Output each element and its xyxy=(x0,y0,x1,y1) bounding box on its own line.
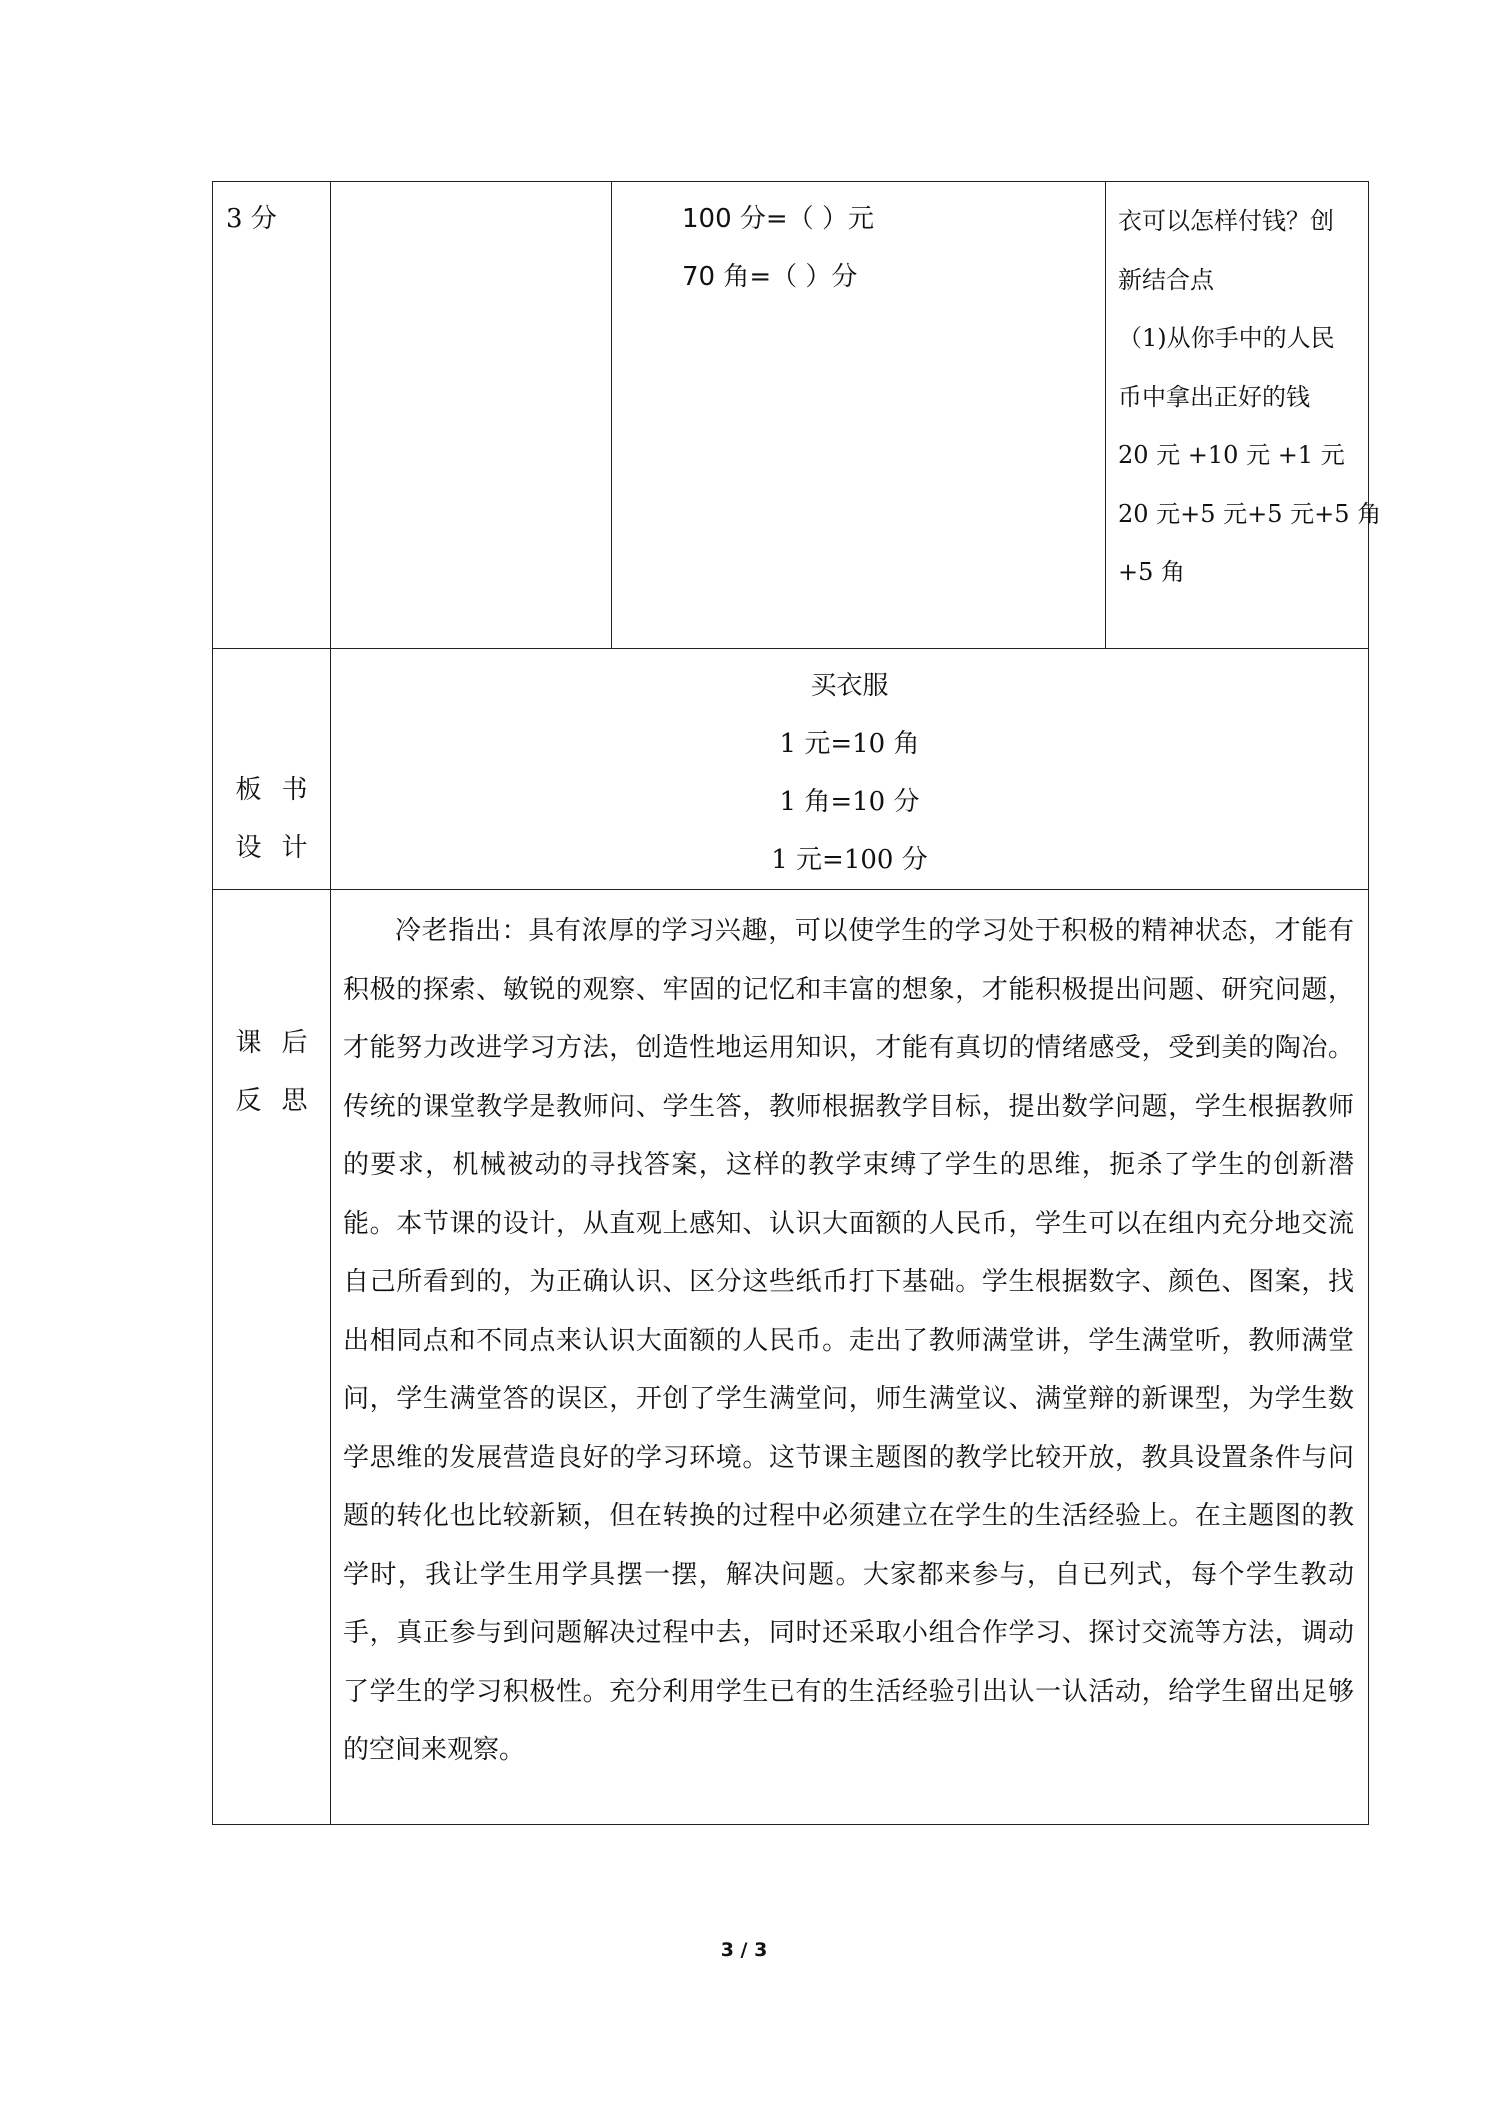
activity-row xyxy=(213,182,1369,649)
board-line: 1 元=10 角 xyxy=(779,729,920,759)
notes-line: （1)从你手中的人民 xyxy=(1118,324,1335,352)
notes-line: +5 角 xyxy=(1118,558,1186,586)
time-cell: 3 分 xyxy=(213,182,331,649)
board-line: 1 角=10 分 xyxy=(779,787,920,817)
notes-line: 新结合点 xyxy=(1118,265,1214,294)
notes-line: 20 元 +10 元 +1 元 xyxy=(1118,441,1345,469)
page-number: 3 / 3 xyxy=(720,1939,768,1961)
conversion-cell xyxy=(612,182,1106,649)
notes-line: 币中拿出正好的钱 xyxy=(1118,382,1310,411)
empty-cell xyxy=(331,182,612,649)
notes-line: 衣可以怎样付钱？创 xyxy=(1118,207,1334,235)
board-line: 1 元=100 分 xyxy=(771,845,928,875)
reflection-text: 冷老指出：具有浓厚的学习兴趣，可以使学生的学习处于积极的精神状态，才能有积极的探索、敏锐的观察、牢固的记忆和丰富的想象，才能积极提出问题、研究问题，才能努力改进学习方法，创造性地运用知识，才能有真切的情绪感受，受到美的陶冶。传统的课堂教学是教师问、学生答，教师根据教学目标，提出数学问题，学生根据教师的要求，机械被动的寻找答案，这样的教学束缚了学生的思维，扼杀了学生的创新潜能。本节课的设计，从直观上感知、认识大面额的人民币，学生可以在组内充分地交流自己所看到的，为正确认识、区分这些纸币打下基础。学生根据数字、颜色、图案，找出相同点和不同点来认识大面额的人民币。走出了教师满堂讲，学生满堂听，教师满堂问，学生满堂答的误区，开创了学生满堂问，师生满堂议、满堂辩的新课型，为学生数学思维的发展营造良好的学习环境。这节课主题图的教学比较开放，教具设置条件与问题的转化也比较新颖，但在转换的过程中必须建立在学生的生活经验上。在主题图的教学时，我让学生用学具摆一摆，解决问题。大家都来参与，自已列式，每个学生教动手，真正参与到问题解决过程中去，同时还采取小组合作学习、探讨交流等方法，调动了学生的学习积极性。充分利用学生已有的生活经验引出认一认活动，给学生留出足够的空间来观察。 xyxy=(331,890,1369,1825)
board-title: 买衣服 xyxy=(810,671,889,701)
reflection-row xyxy=(213,890,1369,1825)
conversion-line: 70 角=（ ）分 xyxy=(682,262,858,292)
notes-line: 20 元+5 元+5 元+5 角 xyxy=(1118,499,1382,528)
board-design-content xyxy=(331,649,1369,890)
conversion-line: 100 分=（ ）元 xyxy=(682,204,874,234)
lesson-table xyxy=(212,181,1382,1825)
reflection-label: 课后 反思 xyxy=(213,890,331,1825)
board-design-label: 板书 设计 xyxy=(213,649,331,890)
notes-cell xyxy=(1106,182,1382,649)
board-design-row xyxy=(213,649,1369,890)
